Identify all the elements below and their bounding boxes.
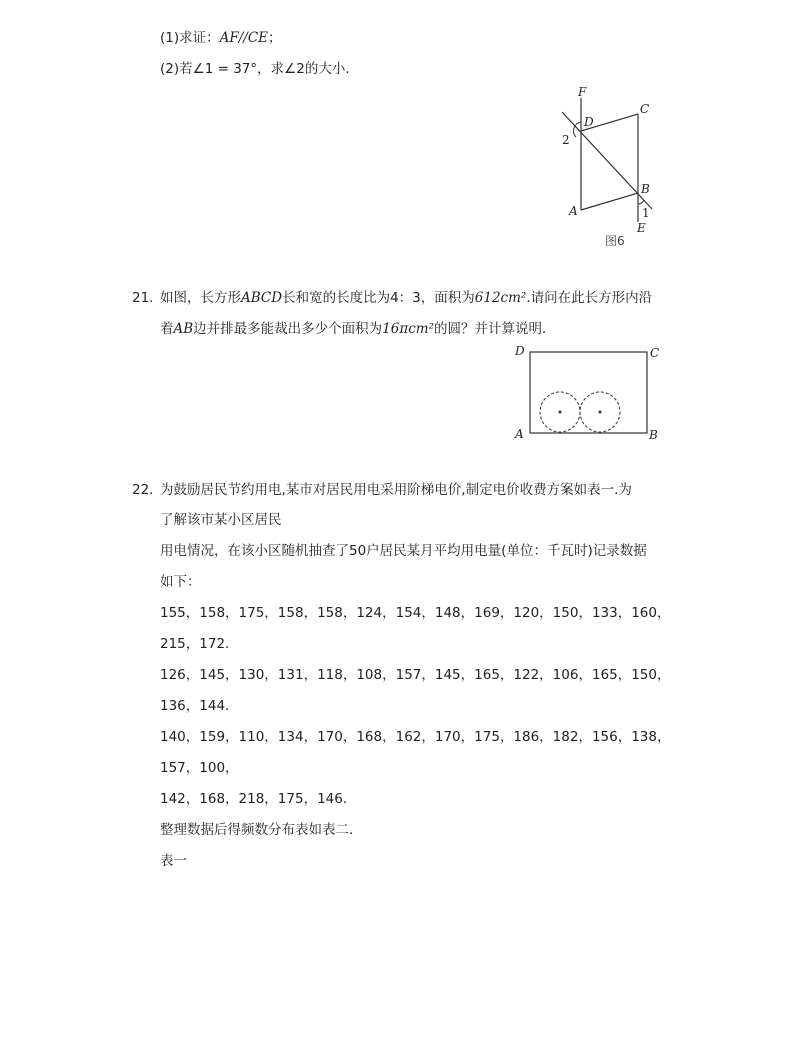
- q21-line2-c: 的圆？并计算说明．: [434, 321, 556, 337]
- center-right: [599, 411, 602, 414]
- q21-line1-m1: ABCD: [241, 290, 283, 306]
- label-C: C: [640, 102, 650, 116]
- q21-line2-m2: 16πcm²: [382, 321, 434, 337]
- q21-line1: [160, 288, 652, 308]
- q20-part1-math: AF//CE: [219, 30, 269, 46]
- q22-line: 如下：: [160, 574, 201, 590]
- q22-line: 为鼓励居民节约用电,某市对居民用电采用阶梯电价,制定电价收费方案如表一.为: [160, 482, 632, 498]
- label-E: E: [637, 221, 646, 235]
- q21-line2-b: 边并排最多能裁出多少个面积为: [193, 321, 383, 337]
- q22-data-line: 140，159，110，134，170，168，162，170，175，186，182，156，138，: [160, 729, 671, 745]
- angle-2-arc: [574, 122, 581, 137]
- q21-line1-m2: 612cm²: [474, 290, 527, 306]
- q20-part1-prefix: (1)求证：: [160, 30, 220, 46]
- label-A: A: [569, 204, 578, 218]
- q21-line2-a: 着: [160, 321, 174, 337]
- q20-part1-suffix: ；: [268, 30, 282, 46]
- q22-number: 22.: [132, 482, 154, 498]
- q22-line: 了解该市某小区居民: [160, 512, 282, 528]
- label-A: A: [515, 427, 524, 441]
- label-1: 1: [642, 206, 650, 220]
- q21-line2: [160, 319, 556, 339]
- figure-caption: 图6: [605, 234, 625, 248]
- q22-data-line: 126，145，130，131，118，108，157，145，165，122，106，165，150，: [160, 667, 671, 683]
- angle-1-arc: [638, 200, 644, 204]
- q22-data-line: 136，144．: [160, 698, 239, 714]
- label-D: D: [515, 344, 525, 358]
- q21-figure: [510, 340, 670, 445]
- line-AB: [581, 193, 638, 210]
- center-left: [559, 411, 562, 414]
- q21-number: 21.: [132, 290, 154, 306]
- q22-data-line: 215，172．: [160, 636, 239, 652]
- q21-line2-m1: AB: [173, 321, 194, 337]
- q21-line1-c: .请问在此长方形内沿: [526, 290, 653, 306]
- q22-line: 用电情况，在该小区随机抽查了50户居民某月平均用电量(单位：千瓦时)记录数据: [160, 543, 647, 559]
- q21-line1-b: 长和宽的长度比为4：3，面积为: [282, 290, 475, 306]
- q22-data-line: 155，158，175，158，158，124，154，148，169，120，150，133，160，: [160, 605, 671, 621]
- q21-line1-a: 如图，长方形: [160, 290, 241, 306]
- rectangle-ABCD: [530, 352, 647, 433]
- q22-line: 整理数据后得频数分布表如表二．: [160, 822, 363, 838]
- q20-part2: (2)若∠1 = 37°，求∠2的大小．: [160, 61, 359, 77]
- q22-data-line: 157，100，: [160, 760, 239, 776]
- label-B: B: [649, 428, 658, 442]
- label-2: 2: [562, 133, 570, 147]
- label-C: C: [650, 346, 660, 360]
- label-F: F: [578, 85, 587, 99]
- q20-figure: [550, 82, 670, 252]
- q22-data-line: 142，168，218，175，146．: [160, 791, 357, 807]
- label-B: B: [641, 182, 650, 196]
- label-D: D: [584, 115, 594, 129]
- q22-table-label: 表一: [160, 853, 187, 869]
- q20-part1: [160, 28, 282, 48]
